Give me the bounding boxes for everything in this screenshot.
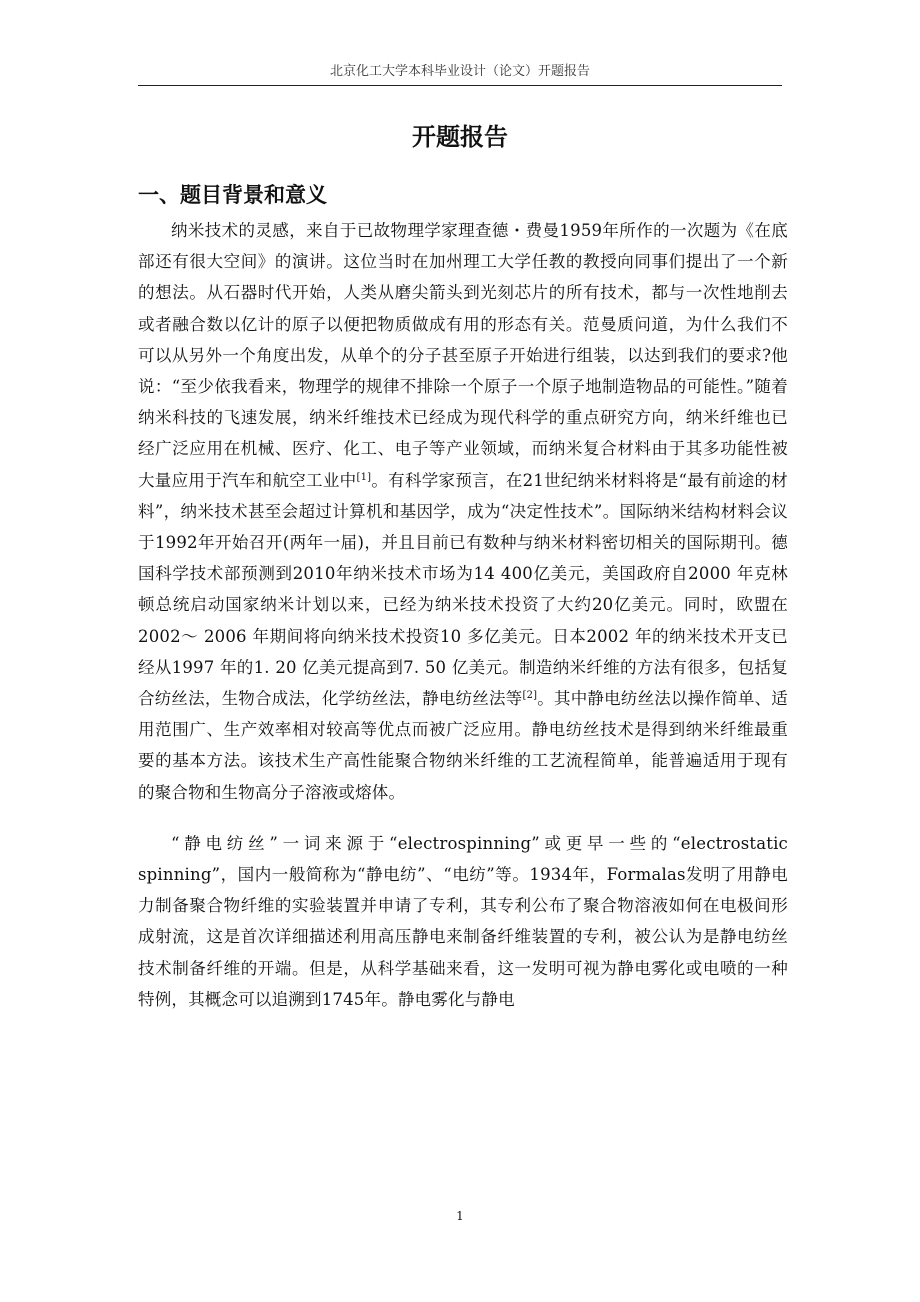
paragraph-text: 。有科学家预言，在21世纪纳米材料将是“最有前途的材料”，纳米技术甚至会超过计算机和基因学，成为“决定性技术”。国际纳米结构材料会议于1992年开始召开(两年一届)，并且目前已有数种与纳米材料密切相关的国际期刊。德国科学技术部预测到2010年纳米技术市场为14 400亿美元，美国政府自2000 年克林顿总统启动国家纳米计划以来，已经为纳米技术投资了大约20亿美元。同时，欧盟在2002～ 2006 年期间将向纳米技术投资10 多亿美元。日本2002 年的纳米技术开支已经从1997 年的1. 20 亿美元提高到7. 50 亿美元。制造纳米纤维的方法有很多，包括复合纺丝法，生物合成法，化学纺丝法，静电纺丝法等 xyxy=(138,470,788,709)
page-number: 1 xyxy=(456,1209,464,1223)
paragraph-text: 纳米技术的灵感，来自于已故物理学家理查德・费曼1959年所作的一次题为《在底部还有很大空间》的演讲。这位当时在加州理工大学任教的教授向同事们提出了一个新的想法。从石器时代开始，人类从磨尖箭头到光刻芯片的所有技术，都与一次性地削去或者融合数以亿计的原子以便把物质做成有用的形态有关。范曼质问道，为什么我们不可以从另外一个角度出发，从单个的分子甚至原子开始进行组装，以达到我们的要求?他说：“至少依我看来，物理学的规律不排除一个原子一个原子地制造物品的可能性。”随着纳米科技的飞速发展，纳米纤维技术已经成为现代科学的重点研究方向，纳米纤维也已经广泛应用在机械、医疗、化工、电子等产业领域，而纳米复合材料由于其多功能性被大量应用于汽车和航空工业中 xyxy=(138,221,788,490)
paragraph-gap xyxy=(138,808,788,828)
section-heading: 一、题目背景和意义 xyxy=(138,183,327,207)
citation-ref: [1] xyxy=(356,471,372,483)
document-title: 开题报告 xyxy=(412,123,508,151)
paragraph-1 xyxy=(138,215,788,808)
paragraph-2 xyxy=(138,828,788,1015)
body-text xyxy=(138,215,788,1015)
running-header: 北京化工大学本科毕业设计（论文）开题报告 xyxy=(329,64,590,79)
paragraph-text: 。其中静电纺丝法以操作简单、适用范围广、生产效率相对较高等优点而被广泛应用。静电纺丝技术是得到纳米纤维最重要的基本方法。该技术生产高性能聚合物纳米纤维的工艺流程简单，能普遍适用于现有的聚合物和生物高分子溶液或熔体。 xyxy=(138,689,788,802)
header-divider xyxy=(138,85,782,86)
citation-ref: [2] xyxy=(522,690,538,702)
paragraph-text: “静电纺丝”一词来源于“electrospinning”或更早一些的“electrostatic spinning”，国内一般简称为“静电纺”、“电纺”等。1934年，Formalas发明了用静电力制备聚合物纤维的实验装置并申请了专利，其专利公布了聚合物溶液如何在电极间形成射流，这是首次详细描述利用高压静电来制备纤维装置的专利，被公认为是静电纺丝技术制备纤维的开端。但是，从科学基础来看，这一发明可视为静电雾化或电喷的一种特例，其概念可以追溯到1745年。静电雾化与静电 xyxy=(138,833,788,1009)
